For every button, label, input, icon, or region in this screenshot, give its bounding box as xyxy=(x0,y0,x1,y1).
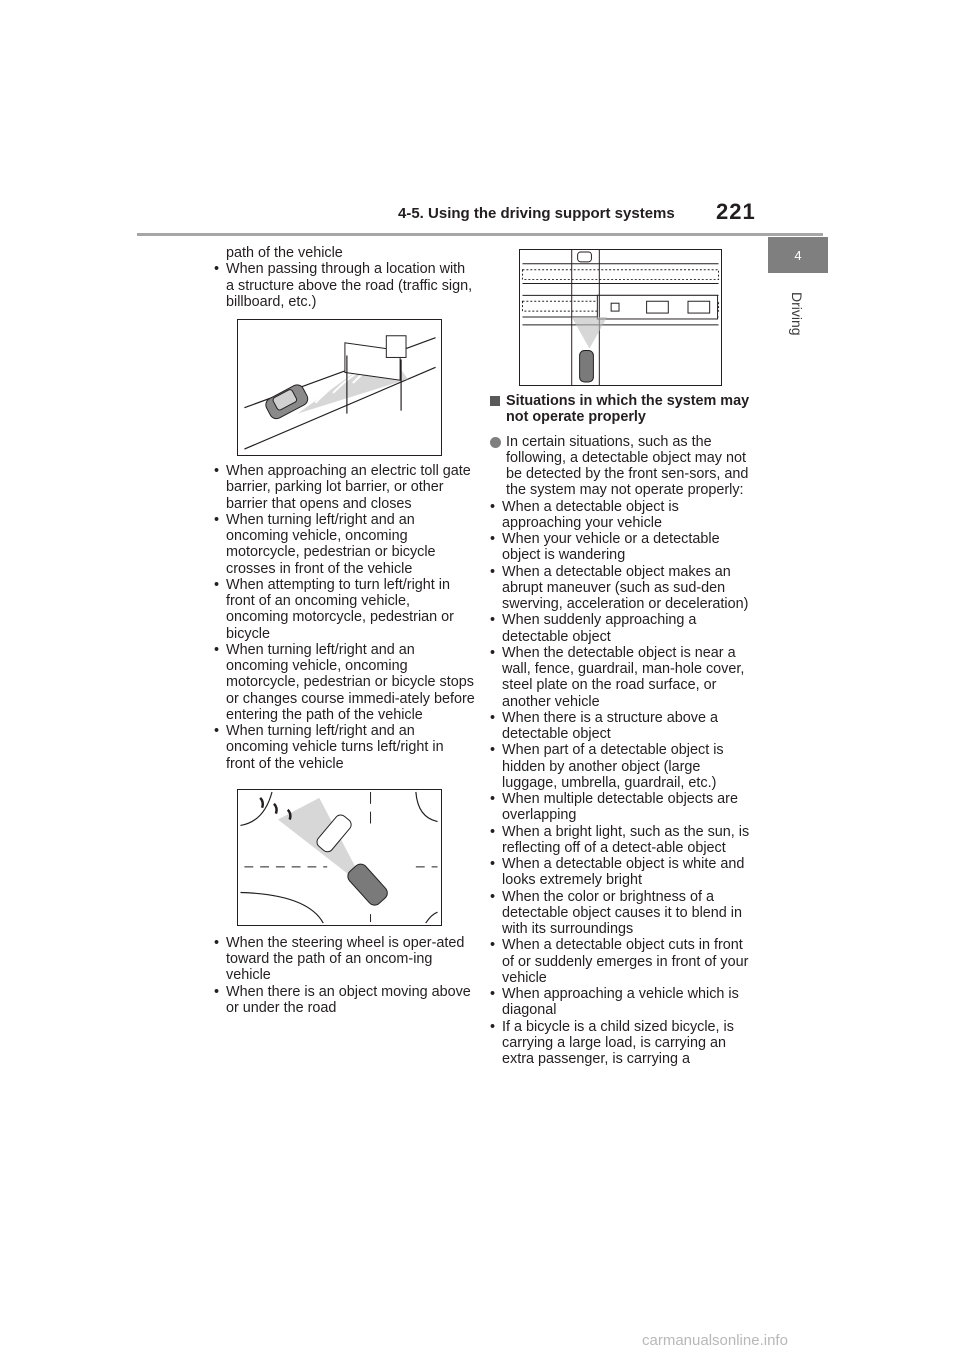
list-item: • When approaching a vehicle which is diagonal xyxy=(490,986,755,1019)
square-bullet-icon xyxy=(490,396,500,406)
right-list xyxy=(490,499,755,1068)
chapter-label: Driving xyxy=(789,292,805,336)
page-header-title: 4-5. Using the driving support systems xyxy=(398,205,675,222)
list-item: • When the color or brightness of a detectable object causes it to blend in with its surroundings xyxy=(490,889,755,938)
page-number: 221 xyxy=(716,199,756,224)
list-item: • When turning left/right and an oncoming vehicle, oncoming motorcycle, pedestrian or bicycle stops or changes course immedi-ately before entering the path of the vehicle xyxy=(214,642,476,723)
chapter-number: 4 xyxy=(794,247,802,263)
section-heading xyxy=(490,393,755,426)
header-divider xyxy=(137,233,823,236)
list-item: • When there is a structure above a detectable object xyxy=(490,710,755,743)
list-item: • When approaching an electric toll gate barrier, parking lot barrier, or other barrier that opens and closes xyxy=(214,463,476,512)
list-item: • When a bright light, such as the sun, is reflecting off of a detect-able object xyxy=(490,824,755,857)
list-item: • When a detectable object is white and looks extremely bright xyxy=(490,856,755,889)
list-item: • When part of a detectable object is hidden by another object (large luggage, umbrella, guardrail, etc.) xyxy=(490,742,755,791)
section-heading-text: Situations in which the system may not operate properly xyxy=(506,393,750,426)
railway-crossing-drawing xyxy=(520,250,721,385)
left-list-top xyxy=(214,261,476,310)
list-item: • When attempting to turn left/right in front of an oncoming vehicle, oncoming motorcycle, pedestrian or bicycle xyxy=(214,577,476,642)
list-item: • When turning left/right and an oncoming vehicle turns left/right in front of the vehicle xyxy=(214,723,476,772)
chapter-side-label xyxy=(783,278,813,378)
list-item: • When the detectable object is near a wall, fence, guardrail, man-hole cover, steel plate on the road surface, or another vehicle xyxy=(490,645,755,710)
left-list-middle xyxy=(214,463,476,772)
list-item: • When suddenly approaching a detectable object xyxy=(490,612,755,645)
right-column xyxy=(490,393,755,1067)
intersection-turn-illustration xyxy=(237,789,442,926)
railway-crossing-illustration xyxy=(519,249,722,386)
intro-text: In certain situations, such as the following, a detectable object may not be detected by the front sen-sors, and the system may not operate properly: xyxy=(506,433,749,499)
list-item: • If a bicycle is a child sized bicycle, is carrying a large load, is carrying an extra passenger, is carrying a xyxy=(490,1019,755,1068)
list-item: • When passing through a location with a structure above the road (traffic sign, billboard, etc.) xyxy=(214,261,476,310)
list-item: • When your vehicle or a detectable object is wandering xyxy=(490,531,755,564)
list-item: • When there is an object moving above or under the road xyxy=(214,984,476,1017)
list-item: • When a detectable object is approaching your vehicle xyxy=(490,499,755,532)
intersection-turn-drawing xyxy=(238,790,441,925)
circle-bullet-icon xyxy=(490,437,501,448)
list-item: • When a detectable object makes an abrupt maneuver (such as sud-den swerving, acceleration or deceleration) xyxy=(490,564,755,613)
list-item: • When the steering wheel is oper-ated toward the path of an oncom-ing vehicle xyxy=(214,935,476,984)
left-column xyxy=(214,245,476,1016)
intro-paragraph xyxy=(490,434,755,499)
left-list-bottom xyxy=(214,935,476,1016)
continuation-text: path of the vehicle xyxy=(226,245,343,261)
list-item: • When turning left/right and an oncoming vehicle, oncoming motorcycle, pedestrian or bicycle crosses in front of the vehicle xyxy=(214,512,476,577)
overhead-sign-illustration xyxy=(237,319,442,456)
overhead-sign-drawing xyxy=(238,320,441,455)
list-item: • When multiple detectable objects are overlapping xyxy=(490,791,755,824)
chapter-tab xyxy=(768,237,828,273)
list-item: • When a detectable object cuts in front of or suddenly emerges in front of your vehicle xyxy=(490,937,755,986)
site-watermark: carmanualsonline.info xyxy=(642,1332,788,1349)
